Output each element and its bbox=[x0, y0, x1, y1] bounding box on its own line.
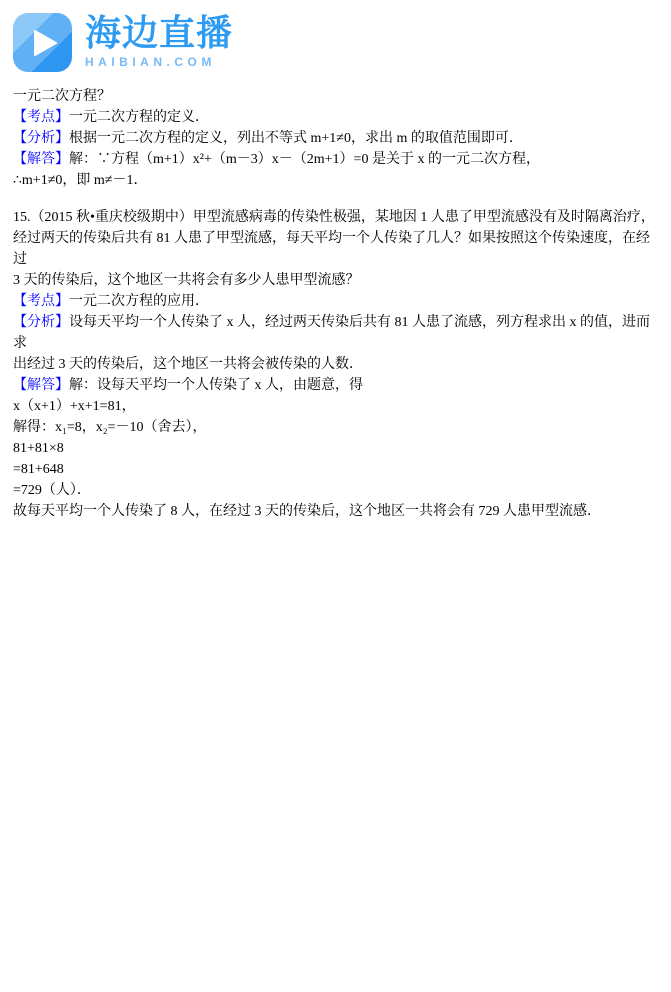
line-text: 解得：x₁=8，x₂=－10（舍去）， bbox=[13, 420, 207, 435]
keyword-tag: 【分析】 bbox=[13, 315, 69, 330]
doc-line bbox=[13, 170, 661, 191]
doc-line bbox=[13, 207, 661, 228]
line-text: =81+648 bbox=[13, 462, 64, 477]
haibian-logo bbox=[13, 13, 671, 73]
doc-line bbox=[13, 480, 661, 501]
doc-line bbox=[13, 128, 661, 149]
line-text: 81+81×8 bbox=[13, 441, 64, 456]
line-text: ∴m+1≠0，即 m≠－1． bbox=[13, 173, 148, 188]
doc-line bbox=[13, 107, 661, 128]
line-text: =729（人）． bbox=[13, 483, 91, 498]
doc-line bbox=[13, 501, 661, 522]
line-text: 一元二次方程的定义． bbox=[69, 110, 209, 125]
line-text: 一元二次方程？ bbox=[13, 89, 111, 104]
keyword-tag: 【解答】 bbox=[13, 378, 69, 393]
doc-line bbox=[13, 86, 661, 107]
doc-line bbox=[13, 375, 661, 396]
doc-line bbox=[13, 270, 661, 291]
logo-domain: HAIBIAN.COM bbox=[85, 55, 216, 69]
line-text: 3 天的传染后，这个地区一共将会有多少人患甲型流感？ bbox=[13, 273, 360, 288]
doc-line bbox=[13, 396, 661, 417]
line-text: 15.（2015 秋•重庆校级期中）甲型流感病毒的传染性极强，某地因 1 人患了甲型流感没有及时隔离治疗， bbox=[13, 210, 655, 225]
doc-line bbox=[13, 228, 661, 270]
line-text: 一元二次方程的应用． bbox=[69, 294, 209, 309]
keyword-tag: 【分析】 bbox=[13, 131, 69, 146]
keyword-tag: 【解答】 bbox=[13, 152, 69, 167]
line-text: 故每天平均一个人传染了 8 人，在经过 3 天的传染后，这个地区一共将会有 729 人患甲型流感． bbox=[13, 504, 601, 519]
line-text: 经过两天的传染后共有 81 人患了甲型流感，每天平均一个人传染了几人？如果按照这个传染速度，在经过 bbox=[13, 231, 650, 267]
line-text: 解：∵方程（m+1）x²+（m－3）x－（2m+1）=0 是关于 x 的一元二次方程， bbox=[69, 152, 540, 167]
doc-line bbox=[13, 459, 661, 480]
doc-line bbox=[13, 312, 661, 354]
line-text: 出经过 3 天的传染后，这个地区一共将会被传染的人数． bbox=[13, 357, 363, 372]
doc-line bbox=[13, 417, 661, 438]
doc-line bbox=[13, 438, 661, 459]
keyword-tag: 【考点】 bbox=[13, 294, 69, 309]
doc-line bbox=[13, 291, 661, 312]
document-body bbox=[13, 86, 661, 522]
page bbox=[0, 13, 671, 992]
doc-line bbox=[13, 149, 661, 170]
play-icon bbox=[29, 30, 57, 56]
logo-title: 海边直播 bbox=[85, 12, 234, 53]
doc-line bbox=[13, 354, 661, 375]
line-text: 根据一元二次方程的定义，列出不等式 m+1≠0，求出 m 的取值范围即可． bbox=[69, 131, 523, 146]
line-text: 解：设每天平均一个人传染了 x 人，由题意，得 bbox=[69, 378, 363, 393]
blank-line bbox=[13, 191, 661, 207]
line-text: 设每天平均一个人传染了 x 人，经过两天传染后共有 81 人患了流感，列方程求出 x 的值，进而求 bbox=[13, 315, 650, 351]
line-text: x（x+1）+x+1=81， bbox=[13, 399, 136, 414]
keyword-tag: 【考点】 bbox=[13, 110, 69, 125]
logo-text bbox=[85, 13, 233, 69]
haibian-logo-icon bbox=[13, 13, 72, 72]
